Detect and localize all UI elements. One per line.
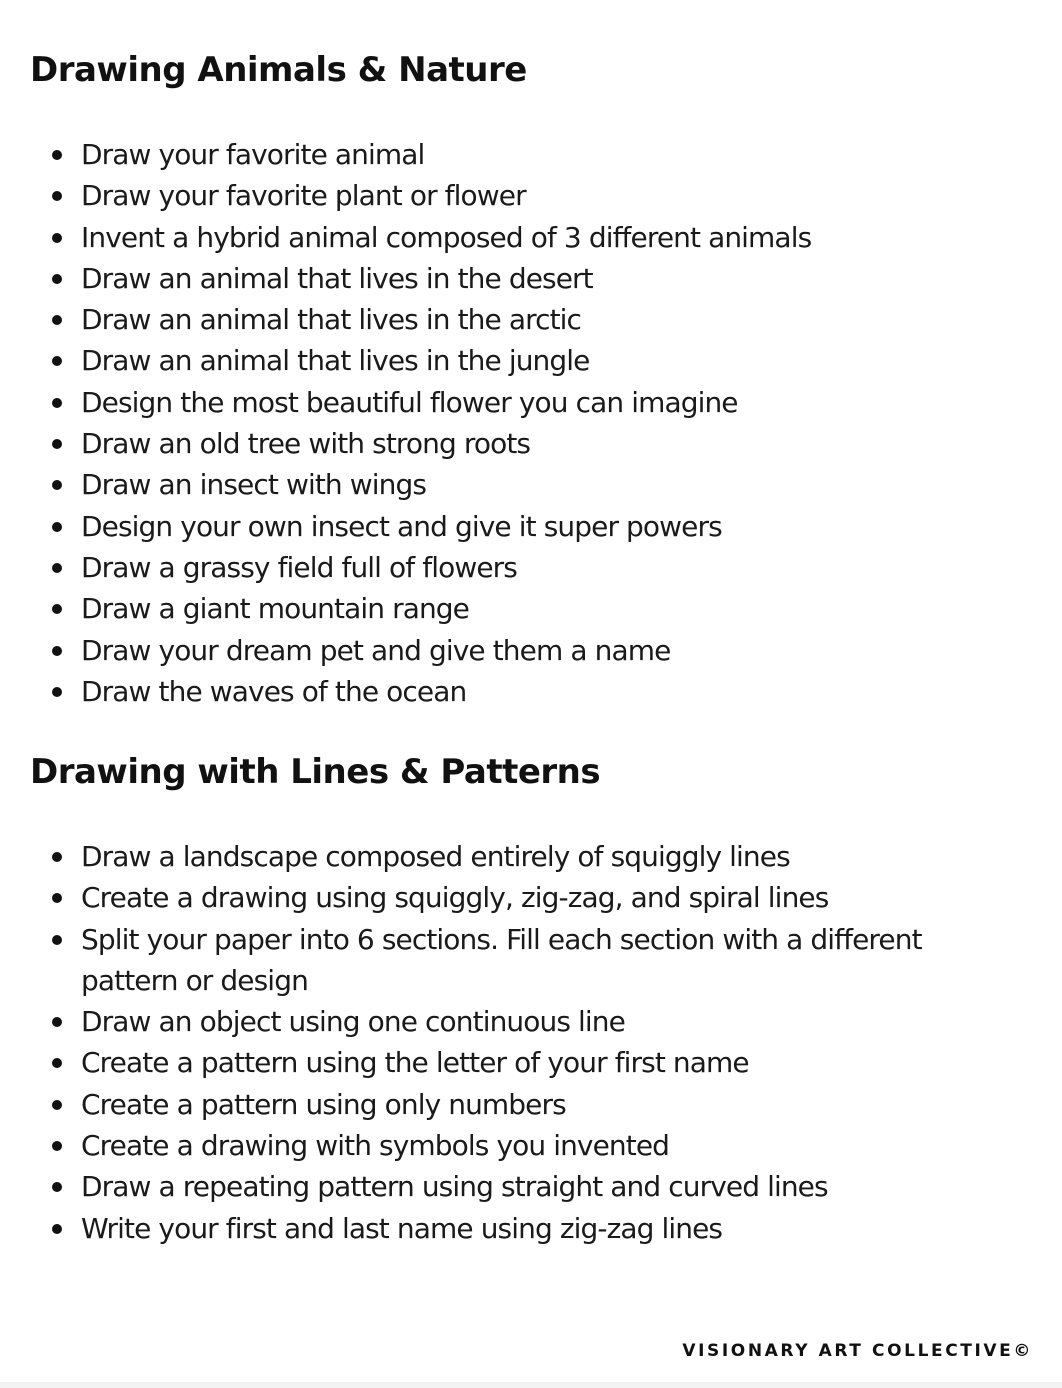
list-item: Draw the waves of the ocean — [0, 671, 1062, 712]
list-item: Draw a grassy field full of flowers — [0, 547, 1062, 588]
prompt-list-animals-nature — [0, 134, 1062, 712]
list-item: Draw an object using one continuous line — [0, 1001, 1062, 1042]
list-item: Draw your favorite plant or flower — [0, 175, 1062, 216]
list-item: Create a drawing with symbols you invented — [0, 1125, 1062, 1166]
section-title-animals-nature: Drawing Animals & Nature — [30, 50, 527, 90]
list-item: Draw your dream pet and give them a name — [0, 630, 1062, 671]
list-item: Draw an animal that lives in the arctic — [0, 299, 1062, 340]
brand-footer: VISIONARY ART COLLECTIVE© — [682, 1341, 1033, 1361]
list-item: Create a pattern using the letter of your first name — [0, 1042, 1062, 1083]
list-item: Design the most beautiful flower you can imagine — [0, 382, 1062, 423]
list-item: Design your own insect and give it super powers — [0, 506, 1062, 547]
list-item: Create a pattern using only numbers — [0, 1084, 1062, 1125]
list-item: Draw an animal that lives in the desert — [0, 258, 1062, 299]
list-item: Draw your favorite animal — [0, 134, 1062, 175]
list-item: Draw an animal that lives in the jungle — [0, 340, 1062, 381]
list-item: Invent a hybrid animal composed of 3 different animals — [0, 217, 1062, 258]
list-item: Draw a giant mountain range — [0, 588, 1062, 629]
list-item: Split your paper into 6 sections. Fill each section with a different pattern or design — [0, 919, 1062, 1002]
list-item: Draw an insect with wings — [0, 464, 1062, 505]
prompt-list-lines-patterns — [0, 836, 1062, 1249]
list-item: Draw a repeating pattern using straight and curved lines — [0, 1166, 1062, 1207]
list-item: Draw a landscape composed entirely of squiggly lines — [0, 836, 1062, 877]
list-item: Write your first and last name using zig-zag lines — [0, 1208, 1062, 1249]
list-item: Draw an old tree with strong roots — [0, 423, 1062, 464]
page-bottom-edge — [0, 1382, 1062, 1388]
section-title-lines-patterns: Drawing with Lines & Patterns — [30, 752, 601, 792]
list-item: Create a drawing using squiggly, zig-zag, and spiral lines — [0, 877, 1062, 918]
